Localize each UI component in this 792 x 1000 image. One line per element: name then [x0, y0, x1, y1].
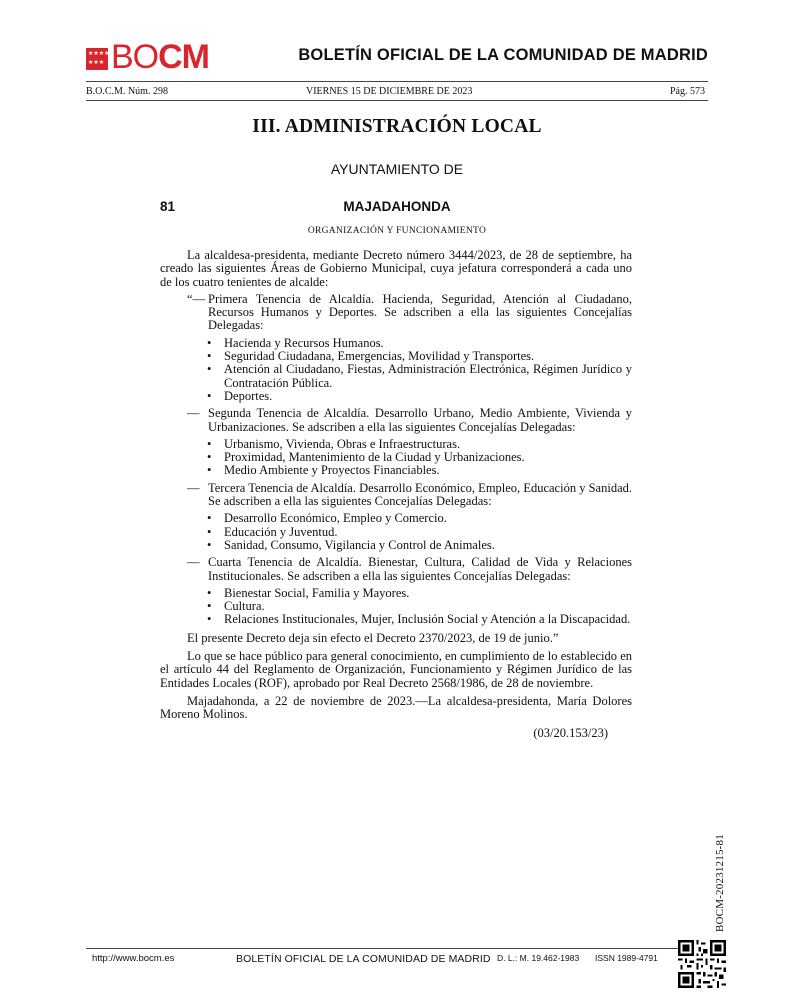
tenencia-4 [160, 556, 632, 583]
signature: Majadahonda, a 22 de noviembre de 2023.—La alcaldesa-presidenta, María Dolores Moreno Molinos. [160, 693, 632, 722]
logo-wordmark [111, 38, 210, 76]
tenencia-text: Cuarta Tenencia de Alcaldía. Bienestar, Cultura, Calidad de Vida y Relaciones Institucionales. Se adscriben a ella las siguientes Concejalías Delegadas: [208, 555, 632, 583]
header-rule [86, 81, 708, 82]
tenencia-2 [160, 407, 632, 434]
subject-heading: ORGANIZACIÓN Y FUNCIONAMIENTO [307, 226, 487, 236]
list-item: • Bienestar Social, Familia y Mayores. [207, 587, 632, 600]
concejalias-list-1 [160, 337, 632, 403]
intro-paragraph: La alcaldesa-presidenta, mediante Decreto número 3444/2023, de 28 de septiembre, ha creado las siguientes Áreas de Gobierno Municipal, cuya jefatura corresponderá a cada uno de los cuatro tenientes de alcalde: [160, 248, 632, 289]
issue-number: B.O.C.M. Núm. 298 [86, 86, 168, 97]
tenencia-text: Primera Tenencia de Alcaldía. Hacienda, Seguridad, Atención al Ciudadano, Recursos Humanos y Deportes. Se adscriben a ella las siguientes Concejalías Delegadas: [208, 291, 632, 333]
municipality-name: MAJADAHONDA [343, 199, 451, 214]
tenencia-dash: — [187, 480, 200, 495]
issn: ISSN 1989-4791 [595, 953, 658, 963]
qr-code-icon [678, 940, 726, 988]
tenencia-dash: “— [187, 291, 206, 306]
list-item: • Deportes. [207, 390, 632, 403]
list-item: • Urbanismo, Vivienda, Obras e Infraestructuras. [207, 438, 632, 451]
issue-date: VIERNES 15 DE DICIEMBRE DE 2023 [306, 86, 473, 97]
page-number: Pág. 573 [670, 86, 705, 97]
tenencia-dash: — [187, 555, 200, 570]
list-item: • Desarrollo Económico, Empleo y Comercio. [207, 512, 632, 525]
tenencia-text: Segunda Tenencia de Alcaldía. Desarrollo Urbano, Medio Ambiente, Vivienda y Urbanizaciones. Se adscriben a ella las siguientes Concejalías Delegadas: [208, 406, 632, 434]
list-item: • Relaciones Institucionales, Mujer, Inclusión Social y Atención a la Discapacidad. [207, 613, 632, 626]
list-item: • Medio Ambiente y Proyectos Financiables. [207, 464, 632, 477]
list-item: • Atención al Ciudadano, Fiestas, Administración Electrónica, Régimen Jurídico y Contratación Pública. [207, 363, 632, 390]
logo-text-cm: CM [158, 38, 210, 76]
footer-rule [86, 948, 708, 949]
list-item: • Educación y Juventud. [207, 526, 632, 539]
tenencia-3 [160, 482, 632, 509]
publication-paragraph: Lo que se hace público para general conocimiento, en cumplimiento de lo establecido en el artículo 44 del Reglamento de Organización, Funcionamiento y Régimen Jurídico de las Entidades Locales (ROF), aprobado por Real Decreto 2568/1986, de 28 de noviembre. [160, 649, 632, 690]
list-item: • Cultura. [207, 600, 632, 613]
header-rule-bottom [86, 100, 708, 101]
footer-title: BOLETÍN OFICIAL DE LA COMUNIDAD DE MADRID [236, 953, 491, 965]
madrid-stars-icon: ★ ★ ★ ★ ★ ★ ★ [86, 48, 108, 70]
list-item: • Seguridad Ciudadana, Emergencias, Movilidad y Transportes. [207, 350, 632, 363]
tenencia-text: Tercera Tenencia de Alcaldía. Desarrollo Económico, Empleo, Educación y Sanidad. Se adscriben a ella las siguientes Concejalías Delegadas: [208, 480, 632, 509]
list-item: • Sanidad, Consumo, Vigilancia y Control de Animales. [207, 539, 632, 552]
bocm-logo [86, 38, 210, 76]
ayuntamiento-label: AYUNTAMIENTO DE [330, 161, 464, 177]
concejalias-list-2 [160, 438, 632, 478]
tenencia-dash: — [187, 406, 200, 421]
legal-deposit: D. L.: M. 19.462-1983 [497, 953, 580, 963]
logo-text-bo: BO [111, 38, 159, 76]
concejalias-list-3 [160, 512, 632, 552]
list-item: • Hacienda y Recursos Humanos. [207, 337, 632, 350]
section-title: III. ADMINISTRACIÓN LOCAL [252, 116, 542, 137]
entry-number: 81 [160, 199, 176, 214]
document-id-vertical: BOCM-20231215-81 [714, 834, 726, 932]
document-body [160, 249, 632, 740]
header-title: BOLETÍN OFICIAL DE LA COMUNIDAD DE MADRID [298, 46, 708, 64]
list-item: • Proximidad, Mantenimiento de la Ciudad y Urbanizaciones. [207, 451, 632, 464]
tenencia-1 [160, 293, 632, 333]
concejalias-list-4 [160, 587, 632, 627]
closing-quote: El presente Decreto deja sin efecto el Decreto 2370/2023, de 19 de junio.” [187, 630, 559, 645]
footer-url-link[interactable]: http://www.bocm.es [92, 953, 175, 964]
reference-code: (03/20.153/23) [533, 725, 608, 740]
